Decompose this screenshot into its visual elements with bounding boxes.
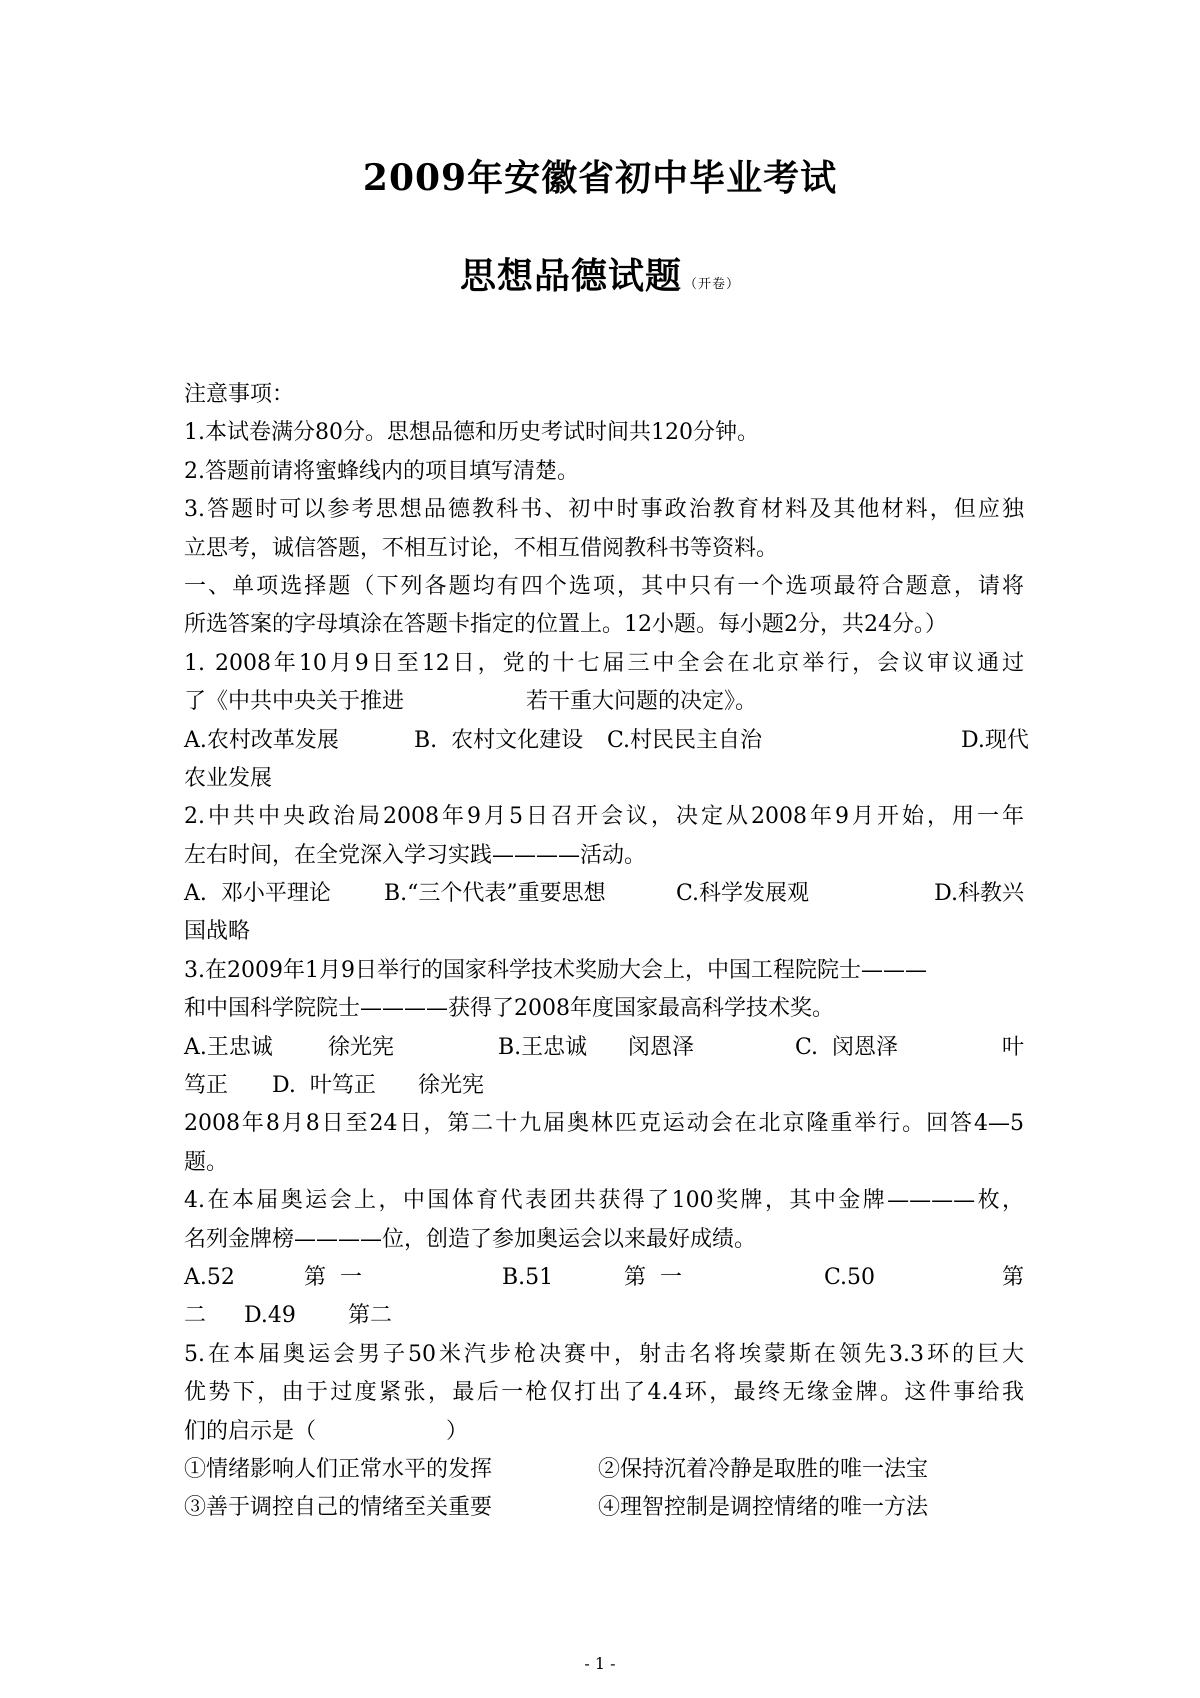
q5-stem-part-1: 们的启示是（ xyxy=(184,1418,317,1444)
q3-option-d-name: 徐光宪 xyxy=(418,1073,485,1099)
q2-option-c: C.科学发展观 xyxy=(676,881,810,907)
q5-stem-part-2: ） xyxy=(446,1418,469,1444)
q3-option-b: B.王忠诚 xyxy=(498,1034,588,1060)
notice-item-2: 2.答题前请将蜜蜂线内的项目填写清楚。 xyxy=(184,458,579,484)
q1-stem-part-1: 了《中共中央关于推进 xyxy=(184,689,405,715)
q4-stem-line-1: 4.在本届奥运会上，中国体育代表团共获得了100奖牌，其中金牌————枚， xyxy=(184,1188,1024,1214)
q1-option-d: D.现代 xyxy=(961,727,1029,753)
subtitle-text: 思想品德试题 xyxy=(459,255,682,297)
q2-options xyxy=(184,875,1024,913)
q4-option-d: D.49 xyxy=(244,1303,296,1329)
olympics-intro-line-2: 题。 xyxy=(184,1149,229,1175)
q4-options-cont xyxy=(184,1297,1024,1335)
q1-option-a: A.农村改革发展 xyxy=(184,727,339,753)
notice-item-3-line-1: 3.答题时可以参考思想品德教科书、初中时事政治教育材料及其他材料，但应独 xyxy=(184,497,1024,523)
q3-option-a-name: 徐光宪 xyxy=(328,1034,395,1060)
q4-option-c-rank-cont: 二 xyxy=(184,1303,207,1329)
q5-statements-row-2 xyxy=(184,1489,1024,1527)
q4-option-a-rank: 第 一 xyxy=(304,1264,362,1290)
q2-option-a: A. 邓小平理论 xyxy=(184,881,331,907)
q5-statement-1: ①情绪影响人们正常水平的发挥 xyxy=(184,1456,493,1482)
subtitle-note: （开卷） xyxy=(684,277,741,292)
q3-option-c-name-cont: 笃正 xyxy=(184,1073,229,1099)
q4-option-b: B.51 xyxy=(502,1264,554,1290)
q2-stem-line-2: 左右时间，在全党深入学习实践————活动。 xyxy=(184,842,647,868)
q2-stem-line-1: 2.中共中央政治局2008年9月5日召开会议，决定从2008年9月开始，用一年 xyxy=(184,804,1024,830)
q5-statement-4: ④理智控制是调控情绪的唯一方法 xyxy=(598,1495,929,1521)
q5-stem-line-1: 5.在本届奥运会男子50米汽步枪决赛中，射击名将埃蒙斯在领先3.3环的巨大 xyxy=(184,1341,1024,1367)
q3-option-b-name: 闵恩泽 xyxy=(628,1034,695,1060)
page-number: - 1 - xyxy=(584,1654,616,1673)
q1-option-b: B. 农村文化建设 xyxy=(414,727,584,753)
section1-intro-line-1: 一、单项选择题（下列各题均有四个选项，其中只有一个选项最符合题意，请将 xyxy=(184,573,1024,599)
q1-stem-line-2 xyxy=(184,683,1024,721)
notice-heading: 注意事项： xyxy=(184,382,295,407)
exam-subtitle xyxy=(0,248,1200,299)
q4-option-c: C.50 xyxy=(824,1264,876,1290)
q3-stem-line-2: 和中国科学院院士————获得了2008年度国家最高科学技术奖。 xyxy=(184,996,834,1022)
q3-option-c-name: 叶 xyxy=(1001,1034,1024,1060)
q3-option-a: A.王忠诚 xyxy=(184,1034,273,1060)
q4-options xyxy=(184,1259,1024,1297)
q2-option-d: D.科教兴 xyxy=(934,881,1024,907)
exam-body xyxy=(184,376,1029,1528)
q5-statement-2: ②保持沉着冷静是取胜的唯一法宝 xyxy=(598,1456,929,1482)
q2-option-b: B.“三个代表”重要思想 xyxy=(384,881,606,907)
q3-option-c: C. 闵恩泽 xyxy=(795,1034,899,1060)
q3-options-cont xyxy=(184,1067,1024,1105)
q1-options xyxy=(184,722,1029,760)
q5-stem-line-3 xyxy=(184,1413,1024,1451)
q2-option-d-cont: 国战略 xyxy=(184,919,251,945)
q1-option-d-cont: 农业发展 xyxy=(184,765,273,791)
q1-option-c: C.村民民主自治 xyxy=(607,727,763,753)
q4-option-a: A.52 xyxy=(184,1264,235,1290)
q3-option-d: D. 叶笃正 xyxy=(272,1073,376,1099)
section1-intro-line-2: 所选答案的字母填涂在答题卡指定的位置上。12小题。每小题2分，共24分。） xyxy=(184,612,947,638)
q4-option-c-rank: 第 xyxy=(1001,1264,1024,1290)
q5-statement-3: ③善于调控自己的情绪至关重要 xyxy=(184,1495,493,1521)
q5-stem-line-2: 优势下，由于过度紧张，最后一枪仅打出了4.4环，最终无缘金牌。这件事给我 xyxy=(184,1380,1024,1406)
q3-stem-line-1: 3.在2009年1月9日举行的国家科学技术奖励大会上，中国工程院院士——— xyxy=(184,957,927,983)
q4-stem-line-2: 名列金牌榜————位，创造了参加奥运会以来最好成绩。 xyxy=(184,1226,757,1252)
q1-stem-part-2: 若干重大问题的决定》。 xyxy=(526,689,758,715)
q4-option-d-rank: 第二 xyxy=(348,1303,393,1329)
olympics-intro-line-1: 2008年8月8日至24日，第二十九届奥林匹克运动会在北京隆重举行。回答4—5 xyxy=(184,1111,1024,1137)
exam-title: 2009年安徽省初中毕业考试 xyxy=(362,157,838,199)
q5-statements-row-1 xyxy=(184,1451,1024,1489)
q4-option-b-rank: 第 一 xyxy=(624,1264,682,1290)
notice-item-3-line-2: 立思考，诚信答题，不相互讨论，不相互借阅教科书等资料。 xyxy=(184,535,779,561)
q1-stem-line-1: 1. 2008年10月9日至12日，党的十七届三中全会在北京举行，会议审议通过 xyxy=(184,650,1024,676)
notice-item-1: 1.本试卷满分80分。思想品德和历史考试时间共120分钟。 xyxy=(184,420,759,446)
q3-options xyxy=(184,1029,1024,1067)
